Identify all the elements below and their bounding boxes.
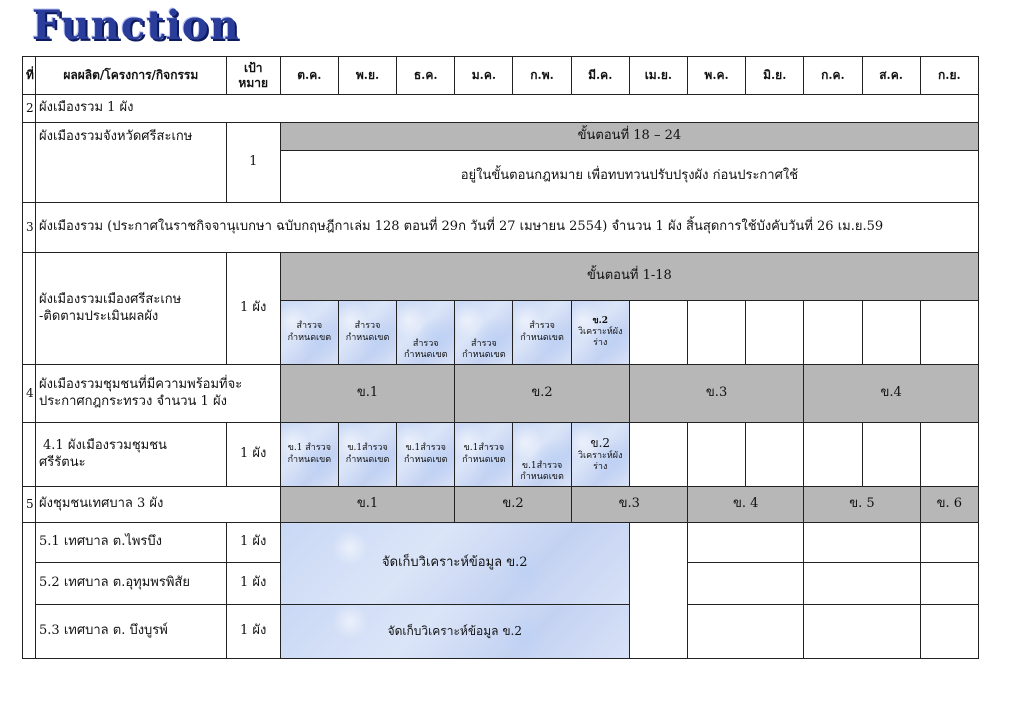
section-number-cell bbox=[23, 523, 36, 659]
empty-month-cell bbox=[804, 301, 862, 365]
analyze-cell bbox=[571, 423, 629, 487]
section-2-title-row bbox=[23, 95, 979, 123]
section-2-item-row bbox=[23, 123, 979, 151]
item-name: 5.3 เทศบาล ต. บึงบูรพ์ bbox=[36, 605, 227, 659]
empty-month-cell bbox=[920, 605, 978, 659]
header-target: เป้าหมาย bbox=[226, 57, 280, 95]
phase-cell: ข.1 bbox=[280, 365, 455, 423]
header-month: มิ.ย. bbox=[746, 57, 804, 95]
empty-month-cell bbox=[804, 605, 920, 659]
schedule-table bbox=[22, 56, 979, 659]
survey-top: ข.1 สำรวจ bbox=[287, 443, 332, 454]
empty-month-cell bbox=[687, 605, 803, 659]
item-target: 1 bbox=[226, 123, 280, 203]
empty-month-cell bbox=[687, 423, 745, 487]
item-target: 1 ผัง bbox=[226, 253, 280, 365]
section-number: 4 bbox=[23, 365, 36, 423]
survey-bottom: กำหนดเขต bbox=[287, 454, 332, 465]
survey-bottom: กำหนดเขต bbox=[345, 332, 390, 343]
item-target: 1 ผัง bbox=[226, 523, 280, 563]
phase-cell: ข.2 bbox=[455, 365, 630, 423]
analyze-top: ข.2 bbox=[592, 315, 608, 326]
item-name-line1: ผังเมืองรวมเมืองศรีสะเกษ bbox=[39, 292, 182, 308]
section-3-title-row bbox=[23, 203, 979, 253]
phase-cell: ข.3 bbox=[571, 487, 687, 523]
item-name: 5.2 เทศบาล ต.อุทุมพรพิสัย bbox=[36, 563, 227, 605]
section-title-line2: ประกาศกฎกระทรวง จำนวน 1 ผัง bbox=[39, 393, 227, 409]
empty-month-cell bbox=[746, 301, 804, 365]
survey-cell bbox=[455, 423, 513, 487]
section-5-row-1 bbox=[23, 523, 979, 563]
survey-cell bbox=[280, 423, 338, 487]
section-number-cell bbox=[23, 123, 36, 203]
section-number: 5 bbox=[23, 487, 36, 523]
header-month: ส.ค. bbox=[862, 57, 920, 95]
empty-month-cell bbox=[804, 423, 862, 487]
phase-cell: ข.2 bbox=[455, 487, 571, 523]
collect-cell: จัดเก็บวิเคราะห์ข้อมูล ข.2 bbox=[280, 523, 629, 605]
step-label: ขั้นตอนที่ 1-18 bbox=[280, 253, 978, 301]
analyze-cell bbox=[571, 301, 629, 365]
survey-bottom: กำหนดเขต bbox=[403, 454, 448, 465]
section-number: 2 bbox=[23, 95, 36, 123]
section-title bbox=[36, 365, 281, 423]
section-title: ผังเมืองรวม (ประกาศในราชกิจจานุเบกษา ฉบับกฤษฎีกาเล่ม 128 ตอนที่ 29ก วันที่ 27 เมษายน 2554) จำนวน 1 ผัง สิ้นสุดการใช้บังคับวันที่ 26 เม.ย.59 bbox=[36, 203, 979, 253]
empty-month-cell bbox=[862, 301, 920, 365]
header-month: ต.ค. bbox=[280, 57, 338, 95]
item-name-line2: ศรีรัตนะ bbox=[39, 454, 86, 470]
item-name bbox=[36, 423, 227, 487]
empty-month-cell bbox=[629, 423, 687, 487]
step-label: ขั้นตอนที่ 18 – 24 bbox=[280, 123, 978, 151]
empty-month-cell bbox=[920, 523, 978, 563]
empty-month-cell bbox=[746, 423, 804, 487]
section-number-cell bbox=[23, 423, 36, 487]
survey-top: ข.1สำรวจ bbox=[405, 443, 446, 454]
survey-bottom: กำหนดเขต bbox=[520, 471, 564, 482]
analyze-mid: วิเคราะห์ผัง bbox=[577, 326, 623, 337]
header-month: พ.ค. bbox=[687, 57, 745, 95]
survey-top: สำรวจ bbox=[412, 338, 439, 349]
empty-month-cell bbox=[687, 563, 803, 605]
header-month: ก.ย. bbox=[920, 57, 978, 95]
survey-bottom: กำหนดเขต bbox=[403, 349, 448, 360]
survey-cell bbox=[397, 301, 455, 365]
analyze-mid: วิเคราะห์ผัง bbox=[577, 450, 623, 461]
empty-month-cell bbox=[687, 523, 803, 563]
item-target: 1 ผัง bbox=[226, 423, 280, 487]
analyze-top: ข.2 bbox=[590, 435, 611, 450]
empty-month-cell bbox=[920, 563, 978, 605]
section-4-title-row bbox=[23, 365, 979, 423]
phase-cell: ข.3 bbox=[629, 365, 804, 423]
header-no: ที่ bbox=[23, 57, 36, 95]
collect-cell: จัดเก็บวิเคราะห์ข้อมูล ข.2 bbox=[280, 605, 629, 659]
item-name bbox=[36, 253, 227, 365]
empty-month-cell bbox=[862, 423, 920, 487]
empty-month-cell bbox=[687, 301, 745, 365]
survey-top: สำรวจ bbox=[296, 321, 323, 332]
status-text: อยู่ในขั้นตอนกฎหมาย เพื่อทบทวนปรับปรุงผัง ก่อนประกาศใช้ bbox=[280, 151, 978, 203]
item-target: 1 ผัง bbox=[226, 563, 280, 605]
section-title: ผังชุมชนเทศบาล 3 ผัง bbox=[36, 487, 281, 523]
header-month: ก.พ. bbox=[513, 57, 571, 95]
empty-month-cell bbox=[629, 563, 687, 605]
survey-bottom: กำหนดเขต bbox=[520, 332, 564, 343]
empty-month-cell bbox=[804, 563, 920, 605]
survey-bottom: กำหนดเขต bbox=[462, 349, 506, 360]
header-month: ธ.ค. bbox=[397, 57, 455, 95]
header-month: มี.ค. bbox=[571, 57, 629, 95]
section-4-sub-row bbox=[23, 423, 979, 487]
survey-cell bbox=[513, 301, 571, 365]
empty-month-cell bbox=[629, 523, 687, 563]
survey-top: ข.1สำรวจ bbox=[463, 443, 505, 454]
page-title: Function bbox=[32, 2, 240, 49]
section-number: 3 bbox=[23, 203, 36, 253]
phase-cell: ข.1 bbox=[280, 487, 455, 523]
survey-cell bbox=[513, 423, 571, 487]
section-number-cell bbox=[23, 253, 36, 365]
header-month: ม.ค. bbox=[455, 57, 513, 95]
survey-cell bbox=[280, 301, 338, 365]
phase-cell: ข. 6 bbox=[920, 487, 978, 523]
analyze-bot: ร่าง bbox=[593, 462, 608, 472]
empty-month-cell bbox=[629, 301, 687, 365]
empty-month-cell bbox=[920, 301, 978, 365]
header-month: พ.ย. bbox=[338, 57, 396, 95]
phase-cell: ข.4 bbox=[804, 365, 979, 423]
survey-bottom: กำหนดเขต bbox=[345, 454, 390, 465]
survey-top: สำรวจ bbox=[529, 321, 555, 332]
section-title: ผังเมืองรวม 1 ผัง bbox=[36, 95, 979, 123]
survey-top: สำรวจ bbox=[471, 338, 497, 349]
survey-cell bbox=[338, 423, 396, 487]
survey-top: ข.1สำรวจ bbox=[347, 443, 388, 454]
survey-bottom: กำหนดเขต bbox=[287, 332, 332, 343]
empty-month-cell bbox=[920, 423, 978, 487]
empty-month-cell bbox=[804, 523, 920, 563]
survey-cell bbox=[455, 301, 513, 365]
section-5-row-3 bbox=[23, 605, 979, 659]
header-month: เม.ย. bbox=[629, 57, 687, 95]
survey-top: ข.1สำรวจ bbox=[521, 460, 563, 471]
empty-month-cell bbox=[629, 605, 687, 659]
section-3-item-row bbox=[23, 253, 979, 301]
item-name: 5.1 เทศบาล ต.ไพรบึง bbox=[36, 523, 227, 563]
item-name: ผังเมืองรวมจังหวัดศรีสะเกษ bbox=[36, 123, 227, 203]
survey-cell bbox=[338, 301, 396, 365]
analyze-bot: ร่าง bbox=[593, 338, 608, 349]
survey-top: สำรวจ bbox=[354, 321, 381, 332]
item-target: 1 ผัง bbox=[226, 605, 280, 659]
item-name-line1: 4.1 ผังเมืองรวมชุมชน bbox=[43, 438, 167, 454]
section-title-line1: ผังเมืองรวมชุมชนที่มีความพร้อมที่จะ bbox=[39, 377, 243, 393]
survey-bottom: กำหนดเขต bbox=[462, 454, 506, 465]
header-row bbox=[23, 57, 979, 95]
header-item: ผลผลิต/โครงการ/กิจกรรม bbox=[36, 57, 227, 95]
header-month: ก.ค. bbox=[804, 57, 862, 95]
phase-cell: ข. 4 bbox=[687, 487, 803, 523]
section-5-title-row bbox=[23, 487, 979, 523]
phase-cell: ข. 5 bbox=[804, 487, 920, 523]
survey-cell bbox=[397, 423, 455, 487]
item-name-line2: -ติดตามประเมินผลผัง bbox=[39, 308, 159, 324]
